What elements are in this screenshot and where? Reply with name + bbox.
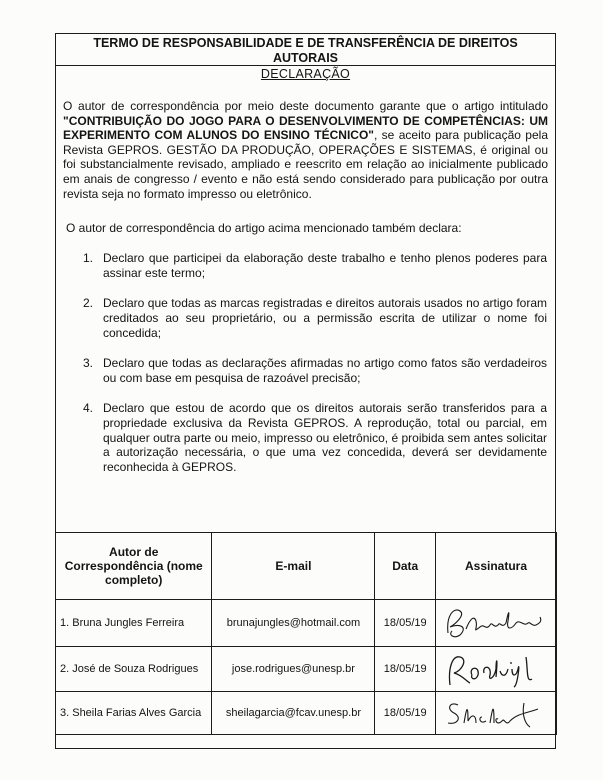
signature-date: 18/05/19 <box>375 692 436 735</box>
signature-cell <box>436 600 557 647</box>
signature-column-header: Assinatura <box>436 533 557 600</box>
email-column-header: E-mail <box>212 533 375 600</box>
declaration-list <box>56 251 555 474</box>
author-name: 2. José de Souza Rodrigues <box>56 647 212 692</box>
declaration-item <box>83 251 547 280</box>
item-number: 2. <box>83 296 94 311</box>
declaration-item <box>83 401 547 474</box>
declaration-item <box>83 356 547 385</box>
item-number: 1. <box>83 251 94 266</box>
table-row <box>56 647 557 692</box>
handwritten-signature <box>436 603 556 643</box>
table-header-row <box>56 533 557 600</box>
author-email: brunajungles@hotmail.com <box>212 600 375 647</box>
authors-table <box>55 532 557 735</box>
warranty-text-start: O autor de correspondência por meio deste documento garante que o artigo intitulado <box>63 99 548 113</box>
item-text: Declaro que todas as marcas registradas e direitos autorais usados no artigo foram creditados ao seu proprietário, ou a permissão escrita de utilizar o nome foi concedida; <box>103 296 547 340</box>
document-subtitle: DECLARAÇÃO <box>260 67 351 81</box>
table-row <box>56 692 557 735</box>
item-number: 4. <box>83 401 94 416</box>
warranty-text-end: , se aceito para publicação pela Revista GEPROS. GESTÃO DA PRODUÇÃO, OPERAÇÕES E SISTEMAS, é original ou foi substancialmente revisado, ampliado e reescrito em relação ao inicialmente publicado em anais de congresso / evento e não está sendo considerado para publicação por outra revista seja no formato impresso ou eletrônico. <box>63 128 548 201</box>
author-email: sheilagarcia@fcav.unesp.br <box>212 692 375 735</box>
item-text: Declaro que participei da elaboração deste trabalho e tenho plenos poderes para assinar este termo; <box>103 251 547 280</box>
declaration-item <box>83 296 547 340</box>
author-name: 1. Bruna Jungles Ferreira <box>56 600 212 647</box>
item-number: 3. <box>83 356 94 371</box>
handwritten-signature <box>436 649 556 689</box>
article-title: "CONTRIBUIÇÃO DO JOGO PARA O DESENVOLVIMENTO DE COMPETÊNCIAS: UM EXPERIMENTO COM ALUNOS DO ENSINO TÉCNICO" <box>63 113 548 143</box>
signature-cell <box>436 647 557 692</box>
handwritten-signature <box>436 693 556 733</box>
author-column-header: Autor de Correspondência (nome completo) <box>56 533 212 600</box>
signature-date: 18/05/19 <box>375 600 436 647</box>
warranty-paragraph <box>63 99 548 201</box>
signature-date: 18/05/19 <box>375 647 436 692</box>
document-title: TERMO DE RESPONSABILIDADE E DE TRANSFERÊNCIA DE DIREITOS AUTORAIS <box>56 34 555 66</box>
author-email: jose.rodrigues@unesp.br <box>212 647 375 692</box>
item-text: Declaro que todas as declarações afirmadas no artigo como fatos são verdadeiros ou com base em pesquisa de razoável precisão; <box>103 356 547 385</box>
signature-cell <box>436 692 557 735</box>
date-column-header: Data <box>375 533 436 600</box>
declaration-intro: O autor de correspondência do artigo acima mencionado também declara: <box>66 221 462 236</box>
author-name: 3. Sheila Farias Alves Garcia <box>56 692 212 735</box>
table-row <box>56 600 557 647</box>
item-text: Declaro que estou de acordo que os direitos autorais serão transferidos para a propriedade exclusiva da Revista GEPROS. A reprodução, total ou parcial, em qualquer outra parte ou meio, impresso ou eletrônico, é proibida sem antes solicitar a autorização necessária, o que uma vez concedida, deverá ser devidamente reconhecida à GEPROS. <box>103 401 547 474</box>
declaration-document <box>55 33 556 749</box>
